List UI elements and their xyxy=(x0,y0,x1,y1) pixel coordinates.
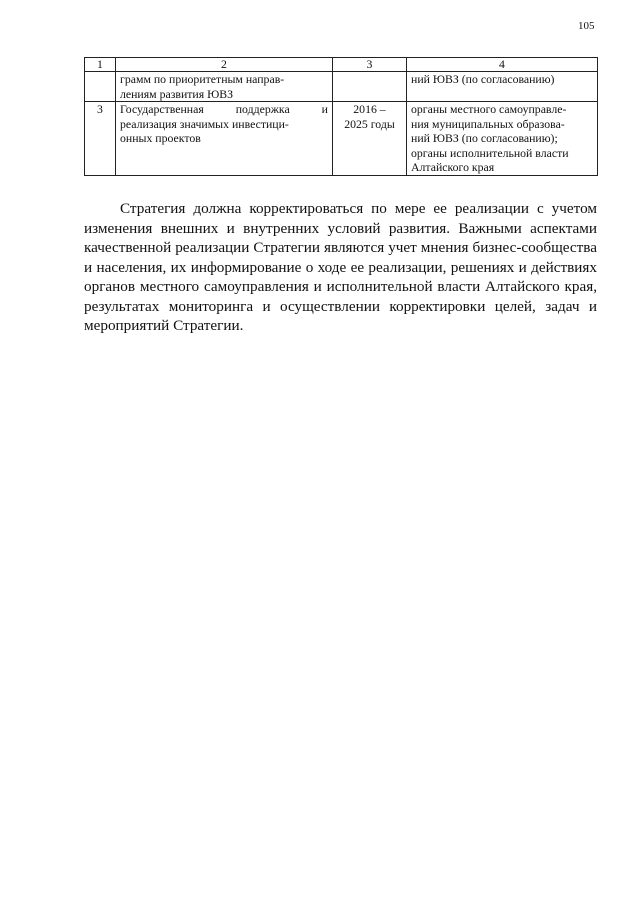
period-cell xyxy=(333,72,407,102)
table-row xyxy=(85,72,598,102)
period-cell xyxy=(333,102,407,176)
cell-line: Государственная поддержка и xyxy=(120,102,328,116)
measures-table xyxy=(84,57,598,176)
table-row xyxy=(85,102,598,176)
cell-line: ний ЮВЗ (по согласованию); xyxy=(411,131,558,145)
cell-line: 2025 годы xyxy=(344,116,395,131)
table-header-row xyxy=(85,58,598,72)
cell-line: Алтайского края xyxy=(411,160,495,174)
measure-cell xyxy=(116,72,333,102)
cell-line: органы местного самоуправле- xyxy=(411,102,567,116)
cell-line: реализация значимых инвестици- xyxy=(120,116,289,131)
table-header-cell: 1 xyxy=(85,58,116,72)
cell-line: 2016 – xyxy=(353,102,386,116)
table-header-cell: 4 xyxy=(407,58,598,72)
cell-line: ния муниципальных образова- xyxy=(411,116,565,131)
responsible-cell xyxy=(407,102,598,176)
cell-line: грамм по приоритетным направ- xyxy=(120,72,285,86)
table-header-cell: 3 xyxy=(333,58,407,72)
body-paragraph: Стратегия должна корректироваться по мере ее реализации с учетом изменения внешних и внутренних условий развития. Важными аспектами качественной реализации Стратегии являются учет мнения бизнес-сообщества и населения, их информирование о ходе ее реализации, решениях и действиях органов местного самоуправления и исполнительной власти Алтайского края, результатах мониторинга и осуществлении корректировки целей, задач и мероприятий Стратегии. xyxy=(84,200,597,334)
cell-line: ний ЮВЗ (по согласованию) xyxy=(411,72,555,86)
table-header-cell: 2 xyxy=(116,58,333,72)
row-number-cell xyxy=(85,72,116,102)
cell-line: лениям развития ЮВЗ xyxy=(120,86,234,101)
cell-line: органы исполнительной власти xyxy=(411,145,569,160)
cell-line: онных проектов xyxy=(120,131,201,145)
responsible-cell xyxy=(407,72,598,102)
measure-cell xyxy=(116,102,333,176)
row-number-cell: 3 xyxy=(85,102,116,176)
page-number: 105 xyxy=(578,20,595,32)
